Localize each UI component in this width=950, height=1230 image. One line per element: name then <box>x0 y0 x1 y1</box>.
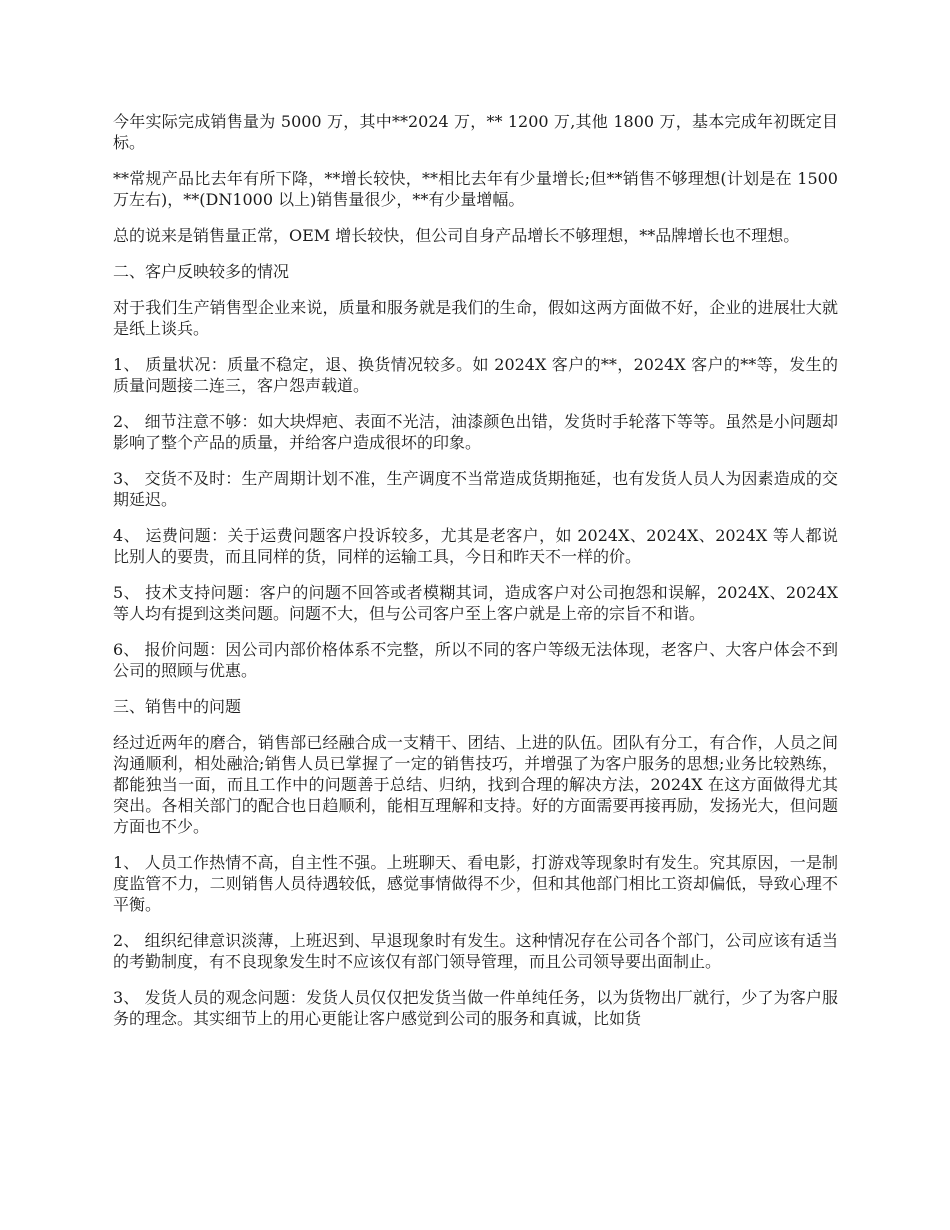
summary-product-lines: **常规产品比去年有所下降，**增长较快，**相比去年有少量增长;但**销售不够理想(计划是在 1500 万左右)，**(DN1000 以上)销售量很少，**有少量增幅。 <box>113 169 838 209</box>
feedback-item-quotation: 6、 报价问题：因公司内部价格体系不完整，所以不同的客户等级无法体现，老客户、大客户体会不到公司的照顾与优惠。 <box>113 640 838 680</box>
feedback-item-quality: 1、 质量状况：质量不稳定，退、换货情况较多。如 2024X 客户的**，2024X 客户的**等，发生的质量问题接二连三，客户怨声载道。 <box>113 355 838 395</box>
sales-problem-motivation: 1、 人员工作热情不高，自主性不强。上班聊天、看电影，打游戏等现象时有发生。究其原因，一是制度监管不力，二则销售人员待遇较低，感觉事情做得不少，但和其他部门相比工资却偏低，导致心理不平衡。 <box>113 853 838 914</box>
section-heading-sales-problems: 三、销售中的问题 <box>113 697 242 716</box>
feedback-item-freight: 4、 运费问题：关于运费问题客户投诉较多，尤其是老客户，如 2024X、2024X、2024X 等人都说比别人的要贵，而且同样的货，同样的运输工具，今日和昨天不一样的价。 <box>113 526 838 566</box>
customer-feedback-intro: 对于我们生产销售型企业来说，质量和服务就是我们的生命，假如这两方面做不好，企业的进展壮大就是纸上谈兵。 <box>113 298 838 338</box>
sales-problem-shipping-attitude: 3、 发货人员的观念问题：发货人员仅仅把发货当做一件单纯任务，以为货物出厂就行，少了为客户服务的理念。其实细节上的用心更能让客户感觉到公司的服务和真诚，比如货 <box>113 988 838 1028</box>
sales-problem-discipline: 2、 组织纪律意识淡薄，上班迟到、早退现象时有发生。这种情况存在公司各个部门，公司应该有适当的考勤制度，有不良现象发生时不应该仅有部门领导管理，而且公司领导要出面制止。 <box>113 931 838 971</box>
section-heading-customer-feedback: 二、客户反映较多的情况 <box>113 262 290 281</box>
document-page <box>113 111 838 1044</box>
summary-overall: 总的说来是销售量正常，OEM 增长较快，但公司自身产品增长不够理想，**品牌增长也不理想。 <box>113 226 800 245</box>
feedback-item-tech-support: 5、 技术支持问题：客户的问题不回答或者模糊其词，造成客户对公司抱怨和误解，2024X、2024X 等人均有提到这类问题。问题不大，但与公司客户至上客户就是上帝的宗旨不和谐。 <box>113 583 838 623</box>
summary-sales-total: 今年实际完成销售量为 5000 万，其中**2024 万，** 1200 万,其他 1800 万，基本完成年初既定目标。 <box>113 112 838 152</box>
feedback-item-delivery: 3、 交货不及时：生产周期计划不准，生产调度不当常造成货期拖延，也有发货人员人为因素造成的交期延迟。 <box>113 469 838 509</box>
sales-team-overview: 经过近两年的磨合，销售部已经融合成一支精干、团结、上进的队伍。团队有分工，有合作，人员之间沟通顺利，相处融洽;销售人员已掌握了一定的销售技巧，并增强了为客户服务的思想;业务比较熟练，都能独当一面，而且工作中的问题善于总结、归纳，找到合理的解决方法，2024X 在这方面做得尤其突出。各相关部门的配合也日趋顺利，能相互理解和支持。好的方面需要再接再励，发扬光大，但问题方面也不少。 <box>113 733 838 836</box>
feedback-item-details: 2、 细节注意不够：如大块焊疤、表面不光洁，油漆颜色出错，发货时手轮落下等等。虽然是小问题却影响了整个产品的质量，并给客户造成很坏的印象。 <box>113 412 838 452</box>
